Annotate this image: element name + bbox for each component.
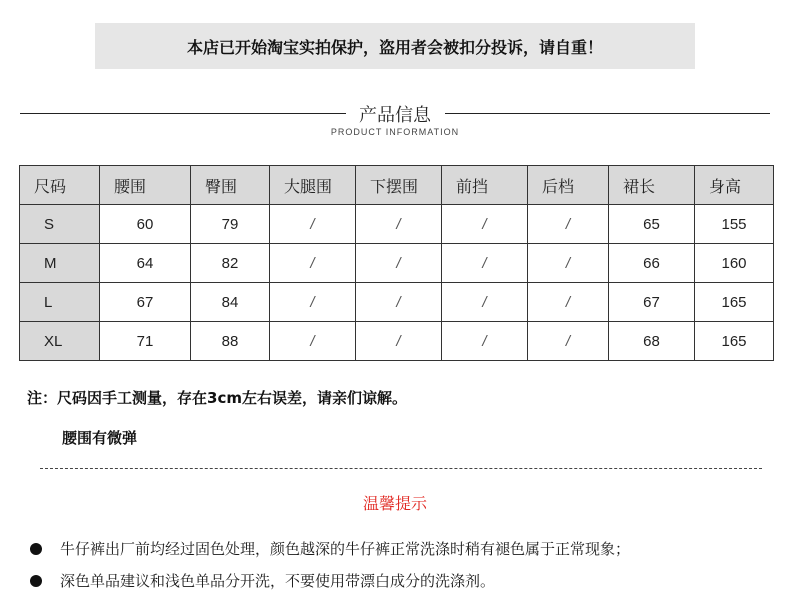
- size-label: XL: [20, 322, 100, 361]
- thigh-value: /: [270, 244, 356, 283]
- height-value: 165: [695, 283, 774, 322]
- hem-value: /: [356, 244, 442, 283]
- bullet-icon: [30, 575, 42, 587]
- hip-value: 88: [191, 322, 270, 361]
- height-value: 155: [695, 205, 774, 244]
- section-title: 产品信息: [359, 105, 431, 126]
- header-size: 尺码: [20, 166, 100, 205]
- hem-value: /: [356, 322, 442, 361]
- waist-value: 71: [100, 322, 191, 361]
- waist-value: 64: [100, 244, 191, 283]
- height-value: 165: [695, 322, 774, 361]
- list-item: [30, 538, 630, 559]
- table-row: [20, 283, 774, 322]
- table-header-row: [20, 166, 774, 205]
- stretch-note: 腰围有微弹: [62, 429, 138, 447]
- protection-banner: 本店已开始淘宝实拍保护，盗用者会被扣分投诉，请自重！: [95, 23, 695, 69]
- hip-value: 84: [191, 283, 270, 322]
- header-back-rise: 后档: [528, 166, 609, 205]
- header-hem: 下摆围: [356, 166, 442, 205]
- header-front-rise: 前挡: [442, 166, 528, 205]
- skirt-length-value: 68: [609, 322, 695, 361]
- front-rise-value: /: [442, 244, 528, 283]
- thigh-value: /: [270, 322, 356, 361]
- back-rise-value: /: [528, 244, 609, 283]
- size-label: M: [20, 244, 100, 283]
- size-table: [19, 165, 774, 361]
- front-rise-value: /: [442, 322, 528, 361]
- measurement-note: 注：尺码因手工测量，存在3cm左右误差，请亲们谅解。: [27, 389, 407, 407]
- hem-value: /: [356, 205, 442, 244]
- skirt-length-value: 65: [609, 205, 695, 244]
- waist-value: 60: [100, 205, 191, 244]
- thigh-value: /: [270, 283, 356, 322]
- dashed-divider: [40, 468, 762, 469]
- thigh-value: /: [270, 205, 356, 244]
- back-rise-value: /: [528, 205, 609, 244]
- header-thigh: 大腿围: [270, 166, 356, 205]
- skirt-length-value: 66: [609, 244, 695, 283]
- size-label: S: [20, 205, 100, 244]
- tip-text: 牛仔裤出厂前均经过固色处理，颜色越深的牛仔裤正常洗涤时稍有褪色属于正常现象；: [60, 540, 631, 558]
- hem-value: /: [356, 283, 442, 322]
- table-row: [20, 244, 774, 283]
- hip-value: 82: [191, 244, 270, 283]
- size-label: L: [20, 283, 100, 322]
- skirt-length-value: 67: [609, 283, 695, 322]
- waist-value: 67: [100, 283, 191, 322]
- list-item: [30, 570, 495, 591]
- back-rise-value: /: [528, 283, 609, 322]
- front-rise-value: /: [442, 283, 528, 322]
- header-waist: 腰围: [100, 166, 191, 205]
- section-subtitle: PRODUCT INFORMATION: [330, 127, 460, 137]
- front-rise-value: /: [442, 205, 528, 244]
- tip-text: 深色单品建议和浅色单品分开洗，不要使用带漂白成分的洗涤剂。: [60, 572, 496, 590]
- hip-value: 79: [191, 205, 270, 244]
- header-height: 身高: [695, 166, 774, 205]
- table-row: [20, 322, 774, 361]
- table-row: [20, 205, 774, 244]
- back-rise-value: /: [528, 322, 609, 361]
- tips-title: 温馨提示: [362, 494, 427, 513]
- bullet-icon: [30, 543, 42, 555]
- header-hip: 臀围: [191, 166, 270, 205]
- height-value: 160: [695, 244, 774, 283]
- header-skirt-length: 裙长: [609, 166, 695, 205]
